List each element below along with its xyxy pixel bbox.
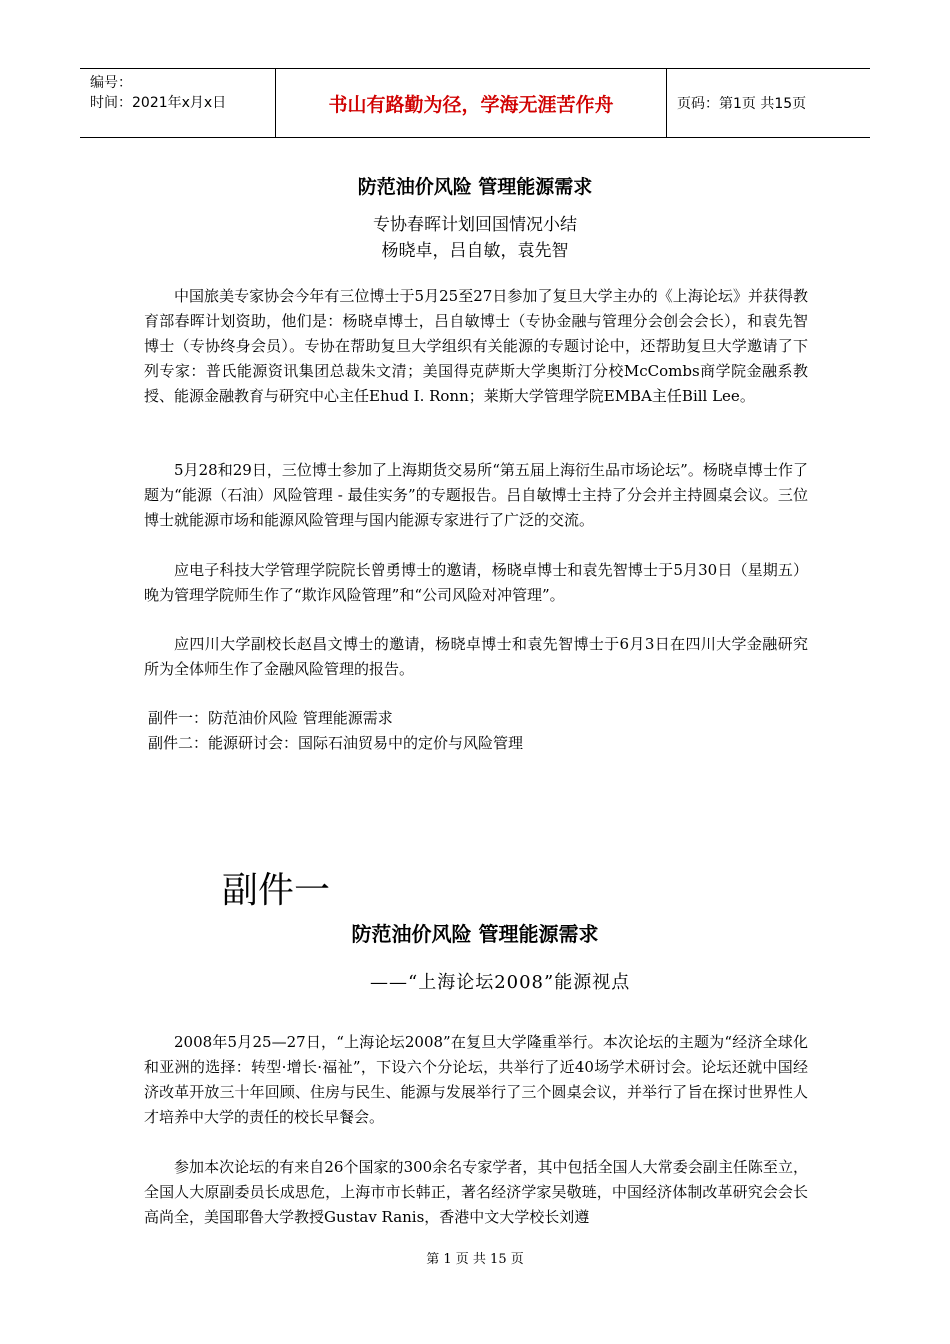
- attachment-heading: 副件一: [222, 870, 331, 911]
- doc-subtitle: 专协春晖计划回国情况小结: [373, 215, 577, 235]
- header-page-info: 页码：第1页 共15页: [677, 96, 807, 112]
- paragraph-text: 5月28和29日，三位博士参加了上海期货交易所“第五届上海衍生品市场论坛”。杨晓卓博士作了题为“能源（石油）风险管理 - 最佳实务”的专题报告。吕自敏博士主持了分会并主持圆桌会议。三位博士就能源市场和能源风险管理与国内能源专家进行了广泛的交流。: [144, 461, 808, 529]
- doc-date-label: 时间：2021年x月x日: [90, 95, 227, 111]
- attachment-item: 副件一：防范油价风险 管理能源需求: [148, 709, 393, 727]
- page-footer: 第 1 页 共 15 页: [426, 1252, 524, 1267]
- paragraph-text: 应四川大学副校长赵昌文博士的邀请，杨晓卓博士和袁先智博士于6月3日在四川大学金融研究所为全体师生作了金融风险管理的报告。: [144, 635, 808, 678]
- attachment-subtitle: ——“上海论坛2008”能源视点: [370, 972, 631, 993]
- paragraph-text: 应电子科技大学管理学院院长曾勇博士的邀请，杨晓卓博士和袁先智博士于5月30日（星期五）晚为管理学院师生作了“欺诈风险管理”和“公司风险对冲管理”。: [144, 561, 808, 604]
- header-meta: [90, 73, 270, 113]
- paragraph-text: 参加本次论坛的有来自26个国家的300余名专家学者，其中包括全国人大常委会副主任陈至立，全国人大原副委员长成思危，上海市市长韩正，著名经济学家吴敬琏，中国经济体制改革研究会会长高尚全，美国耶鲁大学教授Gustav Ranis，香港中文大学校长刘遵: [144, 1158, 808, 1226]
- paragraph: [144, 1155, 808, 1230]
- doc-authors: 杨晓卓，吕自敏，袁先智: [381, 241, 569, 261]
- paragraph: [144, 284, 808, 409]
- paragraph: [144, 558, 808, 608]
- page-header: [80, 68, 870, 138]
- doc-title: 防范油价风险 管理能源需求: [357, 176, 593, 198]
- paragraph: [144, 632, 808, 682]
- attachment-item: 副件二：能源研讨会：国际石油贸易中的定价与风险管理: [148, 734, 524, 752]
- paragraph: [144, 458, 808, 533]
- paragraph-text: 2008年5月25—27日，“上海论坛2008”在复旦大学隆重举行。本次论坛的主题为“经济全球化和亚洲的选择：转型·增长·福祉”，下设六个分论坛，共举行了近40场学术研讨会。论坛还就中国经济改革开放三十年回顾、住房与民生、能源与发展举行了三个圆桌会议，并举行了旨在探讨世界性人才培养中大学的责任的校长早餐会。: [144, 1033, 808, 1126]
- header-motto: 书山有路勤为径，学海无涯苦作舟: [275, 69, 667, 137]
- paragraph: [144, 1030, 808, 1130]
- doc-code-label: 编号：: [90, 75, 132, 91]
- attachment-title: 防范油价风险 管理能源需求: [351, 922, 599, 946]
- paragraph-text: 中国旅美专家协会今年有三位博士于5月25至27日参加了复旦大学主办的《上海论坛》并获得教育部春晖计划资助，他们是：杨晓卓博士，吕自敏博士（专协金融与管理分会创会会长），和袁先智博士（专协终身会员）。专协在帮助复旦大学组织有关能源的专题讨论中，还帮助复旦大学邀请了下列专家：普氏能源资讯集团总裁朱文清；美国得克萨斯大学奥斯汀分校McCombs商学院金融系教授、能源金融教育与研究中心主任Ehud I. Ronn；莱斯大学管理学院EMBA主任Bill Lee。: [144, 287, 808, 405]
